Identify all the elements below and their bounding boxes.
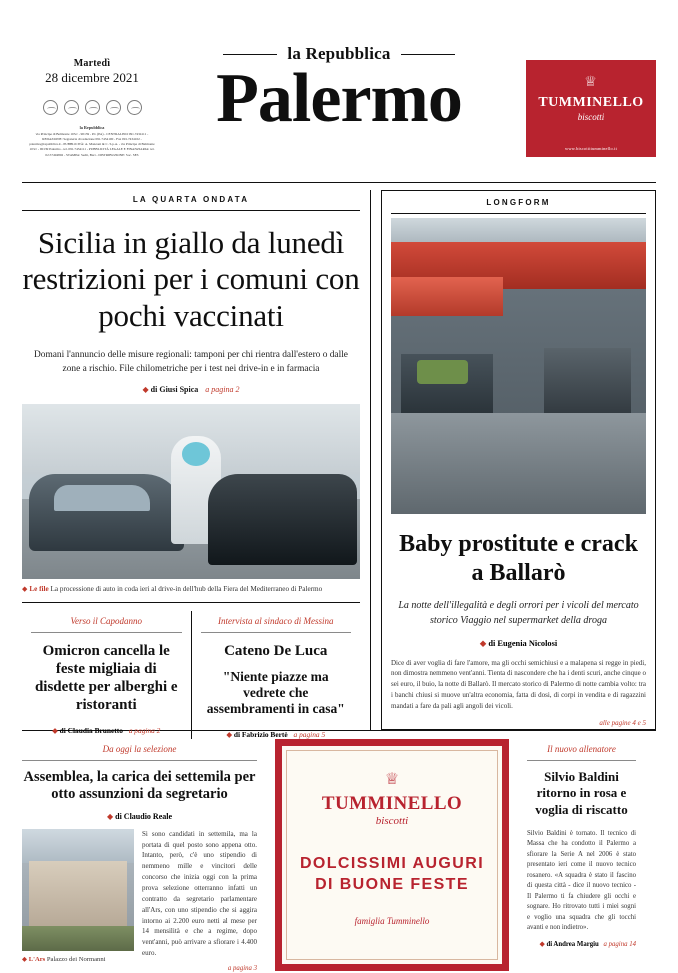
photo-car-left	[29, 474, 184, 551]
paper-brand	[22, 18, 656, 64]
lead-kicker: LA QUARTA ONDATA	[132, 195, 250, 204]
ad-logo	[322, 772, 462, 827]
secondary-right-section: Intervista al sindaco di Messina	[218, 616, 334, 627]
caption-text: Palazzo dei Normanni	[46, 955, 106, 963]
longform-article	[371, 190, 656, 730]
advertisement-top[interactable]	[526, 60, 656, 157]
sun-cloud-icon	[85, 100, 100, 115]
colophon-title: la Repubblica	[79, 125, 105, 130]
lead-page-ref[interactable]: a pagina 2	[205, 385, 240, 395]
photo-garden	[22, 926, 134, 950]
photo-building-facade	[29, 861, 128, 929]
date-block	[28, 58, 156, 158]
bullet-icon: ◆	[22, 955, 28, 963]
masthead-divider	[22, 182, 656, 183]
bullet-icon: ◆	[479, 638, 487, 648]
bottom-left-text: Si sono candidati in settemila, ma la portata di quel posto sono appena otto. Intanto, però, c'è uno stipendio di nemmeno mille e vincitori delle concorso che inizia oggi con la prima prova selezione otterranno infatti un contratto da segretario parlamentare all'Ars, con uno stipendio che si aggira intorno ai 2.200 euro netti al mese per 14 mensilità e che a regime, dopo vent'anni, può arrivare a sfiorare i 4.400 euro.	[142, 829, 257, 958]
photo-produce	[417, 360, 468, 384]
lead-summary: Domani l'annuncio delle misure regionali: tamponi per chi rientra dall'estero o dalle zone a rischio. File chilometriche per i test nei drive-in e in farmacia	[34, 349, 348, 374]
ad-url[interactable]: www.biscottitumminello.it	[564, 146, 618, 151]
paper-name: la Repubblica	[287, 44, 391, 63]
secondary-left-section: Verso il Capodanno	[70, 616, 142, 627]
weather-row	[28, 100, 156, 115]
longform-summary: La notte dell'illegalità e degli orrori per i vicoli del mercato storico Viaggio nel supermarket della droga	[398, 599, 639, 626]
secondary-left-author: di Claudia Brunetto	[59, 726, 123, 736]
bullet-icon: ◆	[226, 729, 233, 739]
longform-author: di Eugenia Nicolosi	[488, 638, 558, 648]
sun-cloud-icon	[43, 100, 58, 115]
ad-message-line1: DOLCISSIMI AUGURI	[299, 855, 485, 872]
bottom-left-photo	[22, 829, 134, 951]
bottom-left-section: Da oggi la selezione	[102, 744, 177, 754]
bullet-icon: ◆	[142, 385, 149, 395]
bottom-right-article	[517, 739, 636, 971]
longform-headline[interactable]: Baby prostitute e crack a Ballarò	[399, 531, 638, 586]
lead-byline	[22, 385, 360, 394]
crown-icon: ♕	[584, 75, 598, 90]
longform-body: Dice di aver voglia di fare l'amore, ma gli occhi semichiusi e a malapena si regge in piedi, non dimostra nemmeno vent'anni. Tienta di nascondere che ha i denti scuri, anche cinque o sei euro, il buio, la notte di Ballarò. Il mercato storico di Palermo di notte cambia volto: tra i banchi chiusi si muove un'altra economia, fatta di dosi, di corpi in vendita e di ragazzini mandati a fare da pali agli angoli dei vicoli.	[391, 658, 646, 710]
divider	[22, 760, 257, 761]
sun-cloud-icon	[64, 100, 79, 115]
secondary-right-headline[interactable]: Cateno De Luca	[224, 643, 328, 660]
advertisement-bottom[interactable]	[275, 739, 509, 971]
longform-box	[381, 190, 656, 730]
date-day: Martedì	[73, 58, 111, 69]
secondary-article-left	[22, 611, 191, 739]
lead-photo	[22, 404, 360, 579]
bottom-left-article	[22, 739, 267, 971]
photo-sky	[391, 218, 646, 245]
sun-cloud-icon	[127, 100, 142, 115]
bottom-left-byline	[22, 812, 257, 821]
longform-photo	[391, 218, 646, 514]
bullet-icon: ◆	[106, 811, 114, 821]
secondary-right-quote: "Niente piazze ma vedrete che assembramenti in casa"	[206, 669, 345, 717]
bullet-icon: ◆	[22, 585, 28, 594]
ad-signature: famiglia Tumminello	[354, 916, 430, 926]
bottom-left-page-ref[interactable]: a pagina 3	[227, 964, 257, 972]
divider	[22, 602, 360, 603]
bottom-left-headline[interactable]: Assemblea, la carica dei settemila per otto assunzioni da segretario	[23, 769, 256, 803]
ad-subtitle: biscotti	[577, 112, 605, 122]
lead-caption	[22, 584, 360, 594]
bottom-right-author: di Andrea Margiu	[546, 940, 599, 948]
secondary-left-page-ref[interactable]: a pagina 2	[128, 726, 161, 736]
secondary-article-right	[192, 611, 361, 739]
bottom-left-caption	[22, 955, 134, 963]
date-full: 28 dicembre 2021	[45, 70, 139, 85]
lead-headline[interactable]: Sicilia in giallo da lunedì restrizioni per i comuni con pochi vaccinati	[22, 225, 360, 333]
bottom-right-headline[interactable]: Silvio Baldini ritorno in rosa e voglia di riscatto	[535, 769, 628, 817]
bottom-right-page-ref[interactable]: a pagina 14	[603, 940, 636, 948]
bottom-right-section: Il nuovo allenatore	[547, 744, 616, 754]
bullet-icon: ◆	[52, 726, 58, 736]
secondary-articles	[22, 611, 360, 739]
secondary-right-page-ref[interactable]: a pagina 5	[293, 729, 326, 739]
secondary-right-byline	[201, 730, 352, 739]
longform-byline	[391, 638, 646, 648]
divider	[527, 760, 636, 761]
bottom-left-body-row	[22, 829, 257, 972]
sun-cloud-icon	[106, 100, 121, 115]
photo-sky	[22, 829, 134, 863]
top-zone	[22, 190, 656, 739]
caption-lead: Le file	[29, 585, 49, 594]
photo-market-stall-right	[544, 348, 631, 413]
crown-icon: ♕	[384, 771, 400, 788]
divider	[31, 632, 182, 633]
secondary-left-headline[interactable]: Omicron cancella le feste migliaia di disdette per alberghi e ristoranti	[34, 643, 178, 714]
longform-page-ref[interactable]: alle pagine 4 e 5	[599, 718, 646, 727]
bottom-zone	[22, 739, 656, 971]
bottom-right-byline	[527, 940, 636, 948]
masthead	[0, 0, 678, 182]
ad-message-line2: DI BUONE FESTE	[315, 876, 469, 893]
divider	[22, 210, 360, 211]
ad-subtitle: biscotti	[375, 815, 409, 827]
page-body	[22, 190, 656, 972]
longform-label: LONGFORM	[486, 198, 551, 207]
colophon	[28, 125, 156, 158]
advertisement-bottom-wrap	[267, 739, 517, 971]
lead-article	[22, 190, 370, 739]
bottom-left-author: di Claudio Reale	[115, 811, 173, 821]
secondary-right-author: di Fabrizio Bertè	[233, 729, 288, 739]
lead-author: di Giusi Spica	[150, 385, 199, 395]
photo-car-right	[208, 474, 357, 565]
divider	[391, 213, 646, 214]
photo-street	[391, 413, 646, 514]
caption-lead: L'Ars	[28, 955, 46, 963]
divider	[201, 632, 352, 633]
ad-brand: TUMMINELLO	[538, 95, 644, 110]
photo-awning-side	[391, 277, 503, 315]
bottom-right-text: Silvio Baldini è tornato. Il tecnico di Massa che ha condotto il Palermo a sfiorare la Serie A nel 2006 è stato presentato ieri come il nuovo tecnico rosanero. «A squadra è stato il fascino di questa città - dice il nuovo tecnico - Il Palermo ti fa chiudere gli occhi e sognare. Ho ritrovato tutti i miei sogni e voglio una squadra che gli tocchi avanti e non indietro».	[527, 829, 636, 932]
caption-text: La processione di auto in coda ieri al drive-in dell'hub della Fiera del Mediterraneo di Palermo	[50, 585, 323, 594]
edition-title: Palermo	[216, 60, 462, 137]
ad-brand: TUMMINELLO	[321, 793, 463, 814]
colophon-text: via Principe di Belmonte 103/c - 90139 - P.I. (PA) - CENTRALINO 091.7434111 - REDAZIONE: Segreteria di redazione 091.7434100 - Fax 091.7434102 - palermo@repubblica.it - PUBBLICITÀ: A. Manzoni & C. S.p.A. - via Principe di Belmonte 103/c - 90139 Palermo - tel. 091.7434111 - PUBBLICITÀ LEGALE E FINANZIARIA: tel. 02.57494802 - STAMPA: Sedit, Bari - DISTRIBUZIONE: Soc. SES	[29, 131, 155, 157]
secondary-left-byline	[31, 726, 182, 735]
bullet-icon: ◆	[539, 940, 545, 948]
